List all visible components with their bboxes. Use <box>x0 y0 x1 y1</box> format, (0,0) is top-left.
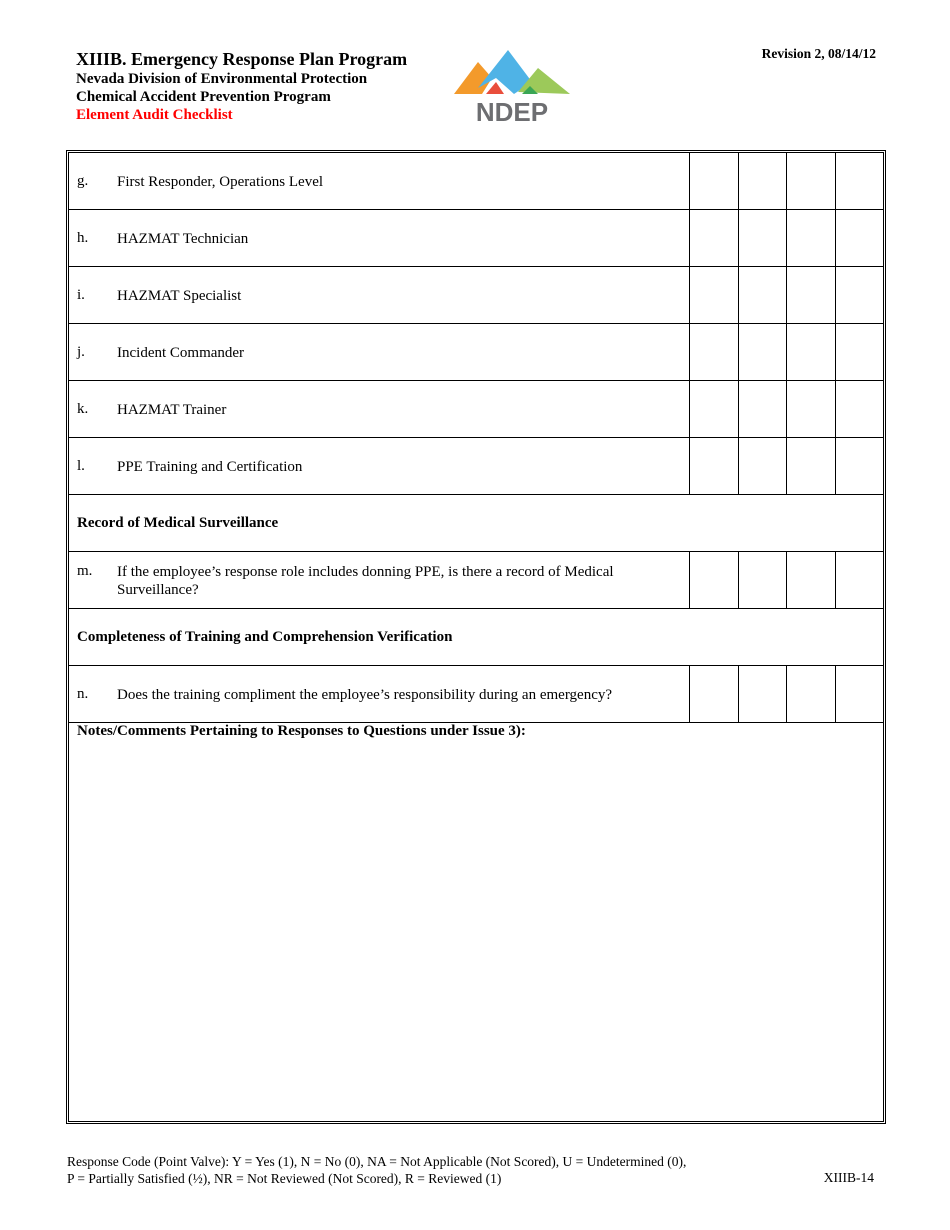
row-text: If the employee’s response role includes donning PPE, is there a record of Medical Surveillance? <box>117 564 614 598</box>
response-cell[interactable] <box>835 267 884 323</box>
response-cell[interactable] <box>786 153 835 209</box>
checklist-table <box>66 150 886 1124</box>
row-letter: j. <box>77 344 85 360</box>
response-cell[interactable] <box>786 438 835 494</box>
row-text: HAZMAT Trainer <box>117 402 227 418</box>
row-letter: l. <box>77 458 85 474</box>
response-cells <box>689 552 883 608</box>
response-cells <box>689 324 883 380</box>
table-row <box>69 210 883 267</box>
page-number: XIIIB-14 <box>823 1170 874 1185</box>
response-cell[interactable] <box>786 666 835 722</box>
header-block <box>76 48 407 124</box>
row-text: First Responder, Operations Level <box>117 174 324 190</box>
response-cell[interactable] <box>835 552 884 608</box>
row-letter: g. <box>77 173 89 189</box>
row-letter: n. <box>77 686 89 702</box>
response-cell[interactable] <box>835 381 884 437</box>
row-text: PPE Training and Certification <box>117 459 303 475</box>
response-cell[interactable] <box>786 552 835 608</box>
table-row <box>69 666 883 723</box>
response-cell[interactable] <box>689 210 738 266</box>
response-cell[interactable] <box>835 438 884 494</box>
response-code-legend <box>67 1153 686 1187</box>
table-row <box>69 267 883 324</box>
response-cell[interactable] <box>738 153 787 209</box>
section-heading: Record of Medical Surveillance <box>77 515 279 531</box>
response-cell[interactable] <box>738 210 787 266</box>
legend-line-2: P = Partially Satisfied (½), NR = Not Reviewed (Not Scored), R = Reviewed (1) <box>67 1171 502 1186</box>
response-cell[interactable] <box>835 210 884 266</box>
response-cell[interactable] <box>786 381 835 437</box>
response-cell[interactable] <box>786 324 835 380</box>
response-cells <box>689 153 883 209</box>
response-cell[interactable] <box>835 666 884 722</box>
response-cells <box>689 381 883 437</box>
response-cells <box>689 267 883 323</box>
program-name: Chemical Accident Prevention Program <box>76 89 331 105</box>
response-cell[interactable] <box>689 552 738 608</box>
row-text: Incident Commander <box>117 345 245 361</box>
response-cells <box>689 210 883 266</box>
response-cell[interactable] <box>689 381 738 437</box>
checklist-name: Element Audit Checklist <box>76 107 233 123</box>
table-row <box>69 438 883 495</box>
row-text: Does the training compliment the employee’s responsibility during an emergency? <box>117 687 613 703</box>
response-cell[interactable] <box>738 438 787 494</box>
response-cell[interactable] <box>786 210 835 266</box>
ndep-logo <box>452 48 572 124</box>
plan-title: XIIIB. Emergency Response Plan Program <box>76 49 408 69</box>
response-cell[interactable] <box>786 267 835 323</box>
response-cell[interactable] <box>738 324 787 380</box>
response-cell[interactable] <box>689 153 738 209</box>
response-cell[interactable] <box>835 153 884 209</box>
section-row-medical <box>69 495 883 552</box>
response-cell[interactable] <box>689 666 738 722</box>
row-letter: k. <box>77 401 89 417</box>
table-row <box>69 153 883 210</box>
section-heading: Completeness of Training and Comprehension Verification <box>77 629 453 645</box>
table-row <box>69 324 883 381</box>
response-cell[interactable] <box>738 552 787 608</box>
revision-label: Revision 2, 08/14/12 <box>761 46 876 61</box>
row-text: HAZMAT Technician <box>117 231 249 247</box>
table-row <box>69 381 883 438</box>
response-cells <box>689 438 883 494</box>
notes-label: Notes/Comments Pertaining to Responses to Questions under Issue 3): <box>77 723 526 739</box>
row-letter: h. <box>77 230 89 246</box>
logo-text: NDEP <box>475 97 549 124</box>
row-letter: m. <box>77 563 93 579</box>
response-cell[interactable] <box>689 267 738 323</box>
response-cell[interactable] <box>835 324 884 380</box>
division-name: Nevada Division of Environmental Protection <box>76 71 368 87</box>
row-letter: i. <box>77 287 85 303</box>
response-cell[interactable] <box>689 438 738 494</box>
row-text: HAZMAT Specialist <box>117 288 242 304</box>
response-cell[interactable] <box>738 267 787 323</box>
response-cell[interactable] <box>738 666 787 722</box>
response-cells <box>689 666 883 722</box>
response-cell[interactable] <box>738 381 787 437</box>
table-row <box>69 552 883 609</box>
response-cell[interactable] <box>689 324 738 380</box>
section-row-training <box>69 609 883 666</box>
legend-line-1: Response Code (Point Valve): Y = Yes (1), N = No (0), NA = Not Applicable (Not Scored), U = Undetermined (0), <box>67 1154 687 1169</box>
